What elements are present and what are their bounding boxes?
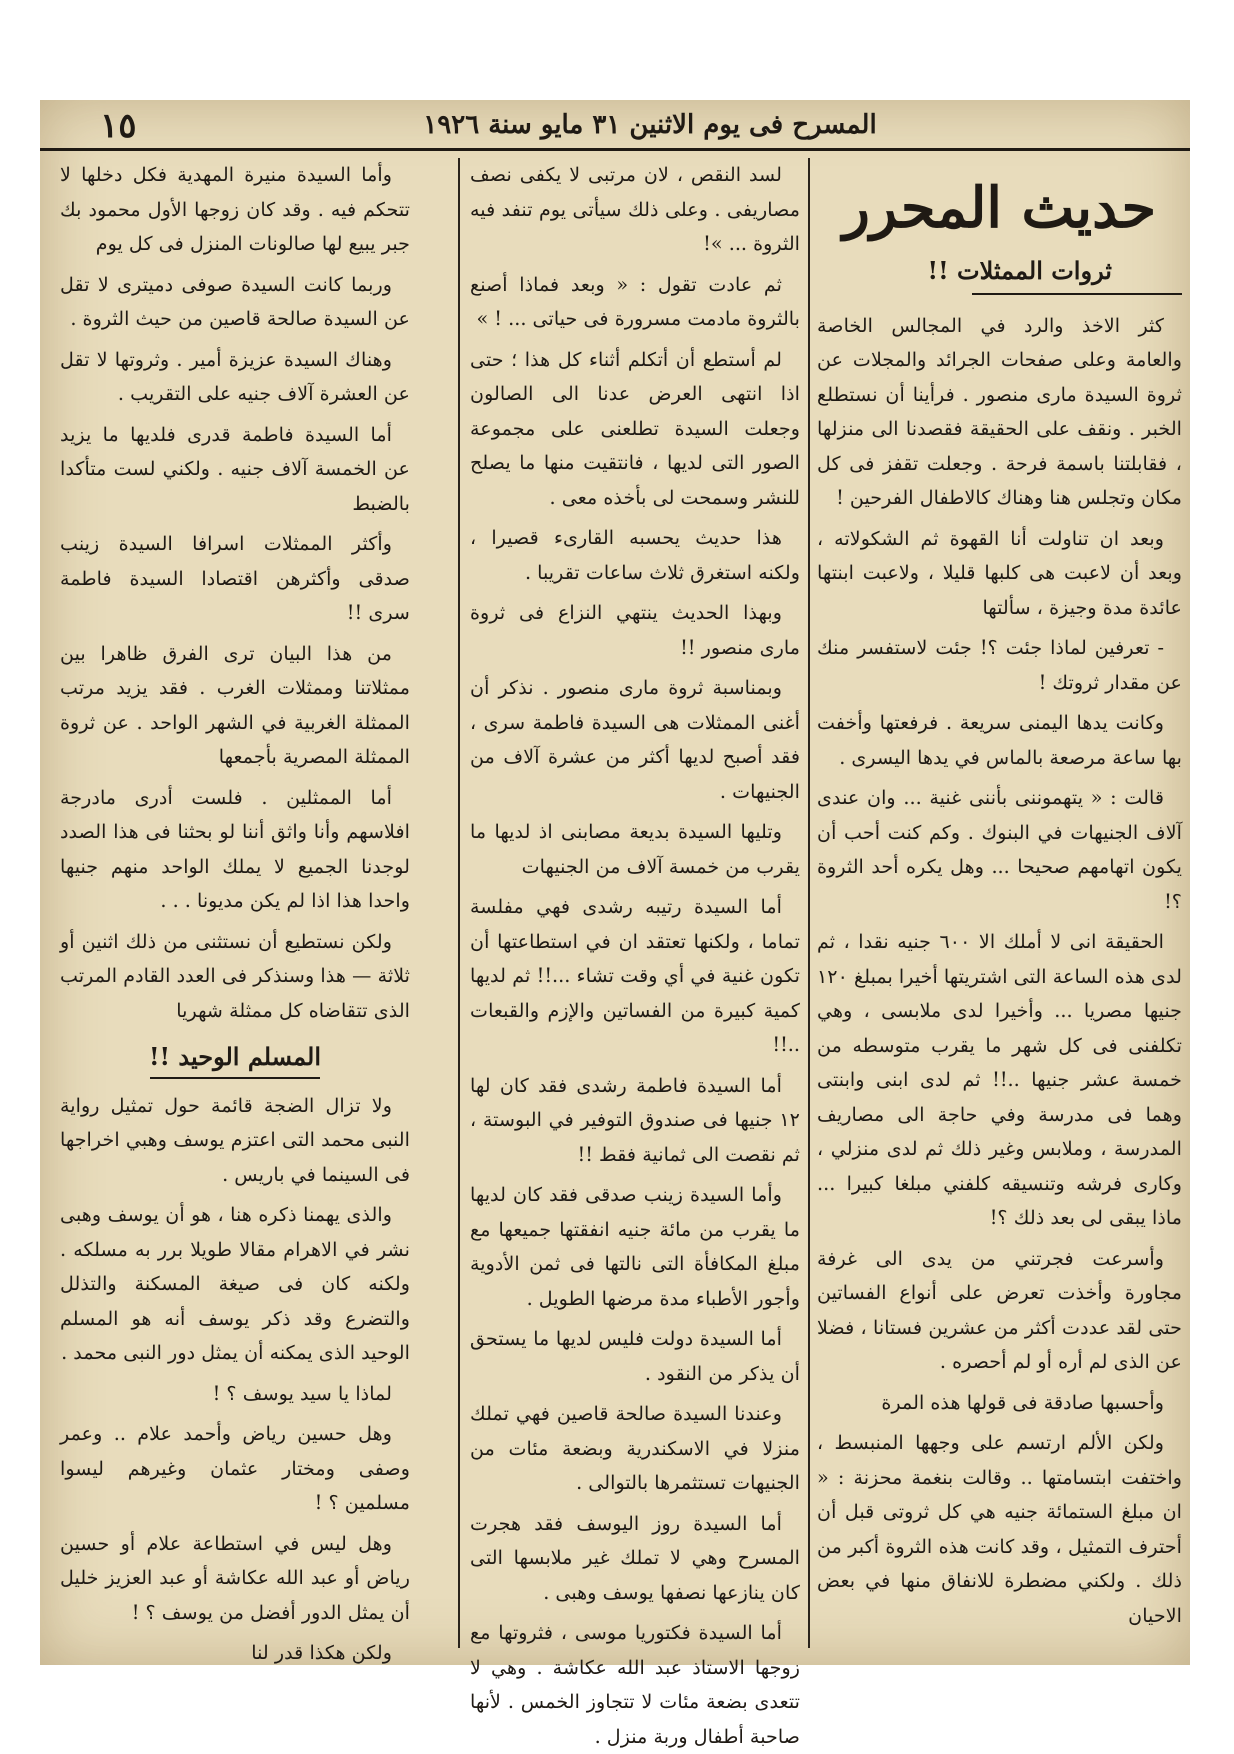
paragraph: ولكن نستطيع أن نستثنى من ذلك اثنين أو ثلاثة — هذا وسنذكر فى العدد القادم المرتب الذى تتقاضاه كل ممثلة شهريا [60, 929, 410, 1022]
paragraph: أما السيدة رتيبه رشدى فهي مفلسة تماما ، ولكنها تعتقد ان في استطاعتها أن تكون غنية في أي وقت تشاء ...!! ثم لديها كمية كبيرة من الفساتين والإزم والقبعات ..!! [470, 895, 800, 1056]
paragraph: وأسرعت فجرتني من يدى الى غرفة مجاورة وأخذت تعرض على أنواع الفساتين حتى لقد عددت أكثر من عشرين فستانا ، فضلا عن الذى لم أره أو لم أحصره . [817, 1246, 1182, 1373]
paragraph: - تعرفين لماذا جئت ؟! جئت لاستفسر منك عن مقدار ثروتك ! [817, 636, 1182, 694]
paragraph: الحقيقة انى لا أملك الا ٦٠٠ جنيه نقدا ، ثم لدى هذه الساعة التى اشتريتها أخيرا بمبلغ ١٢٠ جنيها مصريا ... وأخيرا لدى ملابسى ، وهي تكلفنى فى كل شهر ما يقرب متوسطه من خمسة عشر جنيها ..!! ثم لدى ابنى وابنتى وهما فى مدرسة وفي حاجة الى مصاريف المدرسة ، وملابس وغير ذلك ثم لدى منزلي ، وكارى فرشه وتنسيقه كلفني مبلغا كبيرا ... ماذا يبقى لى بعد ذلك ؟! [817, 930, 1182, 1229]
column-left [60, 158, 410, 1664]
paragraph: من هذا البيان ترى الفرق ظاهرا بين ممثلاتنا وممثلات الغرب . فقد يزيد مرتب الممثلة الغربية في الشهر الواحد . عن ثروة الممثلة المصرية بأجمعها [60, 641, 410, 768]
paragraph: لم أستطع أن أتكلم أثناء كل هذا ؛ حتى اذا انتهى العرض عدنا الى الصالون وجعلت السيدة تطلعنى على مجموعة الصور التى لديها ، فانتقيت منها ما يصلح للنشر وسمحت لى بأخذه معى . [470, 347, 800, 509]
paragraph: أما السيدة دولت فليس لديها ما يستحق أن يذكر من النقود . [470, 1327, 800, 1385]
paragraph: وهناك السيدة عزيزة أمير . وثروتها لا تقل عن العشرة آلاف جنيه على التقريب . [60, 347, 410, 405]
paragraph: هذا حديث يحسبه القارىء قصيرا ، ولكنه استغرق ثلاث ساعات تقريبا . [470, 526, 800, 584]
page-header [40, 100, 1190, 151]
column-title: حديث المحرر [842, 175, 1157, 241]
paragraph: لسد النقص ، لان مرتبى لا يكفى نصف مصاريفى . وعلى ذلك سيأتى يوم تنفد فيه الثروة ... »! [470, 163, 800, 255]
column-right [817, 158, 1182, 1648]
paragraph: وأما السيدة منيرة المهدية فكل دخلها لا تتحكم فيه . وقد كان زوجها الأول محمود بك جبر يبيع لها صالونات المنزل فى كل يوم [60, 163, 410, 255]
paragraph: وبعد ان تناولت أنا القهوة ثم الشكولاته ، وبعد أن لاعبت هى كلبها قليلا ، ولاعبت ابنتها عائدة مدة وجيزة ، سألتها [817, 526, 1182, 619]
paragraph: أما السيدة فاطمة رشدى فقد كان لها ١٢ جنيها فى صندوق التوفير في البوستة ، ثم نقصت الى ثمانية فقط !! [470, 1073, 800, 1166]
paragraph: وعندنا السيدة صالحة قاصين فهي تملك منزلا في الاسكندرية وبضعة مئات من الجنيهات تستثمرها بالتوالى . [470, 1402, 800, 1494]
section-title: المسلم الوحيد !! [148, 1042, 322, 1071]
newspaper-page [40, 100, 1190, 1748]
paragraph: وهل حسين رياض وأحمد علام .. وعمر وصفى ومختار عثمان وغيرهم ليسوا مسلمين ؟ ! [60, 1422, 410, 1514]
paragraph: قالت : « يتهموننى بأننى غنية ... وان عندى آلاف الجنيهات في البنوك . وكم كنت أحب أن يكون اتهامهم صحيحا ... وهل يكره أحد الثروة ؟! [817, 786, 1182, 913]
article-subtitle: ثروات الممثلات !! [927, 256, 1112, 285]
paragraph: وأحسبها صادقة فى قولها هذه المرة [881, 1390, 1164, 1414]
paragraph: ثم عادت تقول : « وبعد فماذا أصنع بالثروة مادمت مسرورة فى حياتى ... ! » [470, 272, 800, 330]
column-divider [808, 158, 810, 1648]
running-head: المسرح فى يوم الاثنين ٣١ مايو سنة ١٩٢٦ [423, 110, 877, 140]
paragraph: لماذا يا سيد يوسف ؟ ! [212, 1381, 392, 1405]
paragraph: أما السيدة فاطمة قدرى فلديها ما يزيد عن الخمسة آلاف جنيه . ولكني لست متأكدا بالضبط [60, 422, 410, 515]
section-rule [150, 1077, 320, 1079]
subtitle-rule [972, 293, 1182, 295]
paragraph: وأما السيدة زينب صدقى فقد كان لديها ما يقرب من مائة جنيه انفقتها جميعها مع مبلغ المكافأة التى نالتها فى ثمن الأدوية وأجور الأطباء مدة مرضها الطويل . [470, 1183, 800, 1310]
paragraph: وبهذا الحديث ينتهي النزاع فى ثروة مارى منصور !! [470, 601, 800, 659]
paragraph: ولكن الألم ارتسم على وجهها المنبسط ، واختفت ابتسامتها .. وقالت بنغمة محزنة : « ان مبلغ الستمائة جنيه هي كل ثروتى قبل أن أحترف التمثيل ، وقد كانت هذه الثروة أكبر من ذلك . ولكني مضطرة للانفاق منها في بعض الاحيان [817, 1431, 1182, 1627]
paragraph: ولا تزال الضجة قائمة حول تمثيل رواية النبى محمد التى اعتزم يوسف وهبي اخراجها فى السينما في باريس . [60, 1093, 410, 1186]
paragraph: كثر الاخذ والرد في المجالس الخاصة والعامة وعلى صفحات الجرائد والمجلات عن ثروة السيدة مارى منصور . فرأينا أن نستطلع الخبر . ونقف على الحقيقة فقصدنا الى منزلها ، فقابلتنا باسمة فرحة . وجعلت تقفز فى كل مكان وتجلس هنا وهناك كالاطفال الفرحين ! [817, 313, 1182, 509]
paragraph: أما السيدة فكتوريا موسى ، فثروتها مع زوجها الاستاذ عبد الله عكاشة . وهي لا تتعدى بضعة مئات لا تتجاوز الخمس . لأنها صاحبة أطفال وربة منزل . [470, 1621, 800, 1748]
paragraph: وكانت يدها اليمنى سريعة . فرفعتها وأخفت بها ساعة مرصعة بالماس في يدها اليسرى . [817, 711, 1182, 769]
paragraph: وتليها السيدة بديعة مصابنى اذ لديها ما يقرب من خمسة آلاف من الجنيهات [470, 820, 800, 878]
paragraph: وهل ليس في استطاعة علام أو حسين رياض أو عبد الله عكاشة أو عبد العزيز خليل أن يمثل الدور أفضل من يوسف ؟ ! [60, 1531, 410, 1624]
paragraph: والذى يهمنا ذكره هنا ، هو أن يوسف وهبى نشر في الاهرام مقالا طويلا برر به مسلكه . ولكنه كان فى صيغة المسكنة والتذلل والتضرع وقد ذكر يوسف أنه هو المسلم الوحيد الذى يمكنه أن يمثل دور النبى محمد . [60, 1203, 410, 1364]
paragraph: ولكن هكذا قدر لنا [251, 1641, 392, 1664]
paragraph: وبمناسبة ثروة مارى منصور . نذكر أن أغنى الممثلات هى السيدة فاطمة سرى ، فقد أصبح لديها أكثر من عشرة آلاف من الجنيهات . [470, 676, 800, 803]
paragraph: وربما كانت السيدة صوفى دميترى لا تقل عن السيدة صالحة قاصين من حيث الثروة . [60, 272, 410, 330]
page-number: ١٥ [100, 106, 137, 146]
paragraph: وأكثر الممثلات اسرافا السيدة زينب صدقى وأكثرهن اقتصادا السيدة فاطمة سرى !! [60, 532, 410, 624]
column-middle [470, 158, 800, 1748]
paragraph: أما الممثلين . فلست أدرى مادرجة افلاسهم وأنا واثق أننا لو بحثنا فى هذا الصدد لوجدنا الجميع لا يملك الواحد منهم جنيها واحدا هذا اذا لم يكن مديونا . . . [60, 785, 410, 912]
paragraph: أما السيدة روز اليوسف فقد هجرت المسرح وهي لا تملك غير ملابسها التى كان ينازعها نصفها يوسف وهبى . [470, 1511, 800, 1604]
column-divider [458, 158, 460, 1648]
